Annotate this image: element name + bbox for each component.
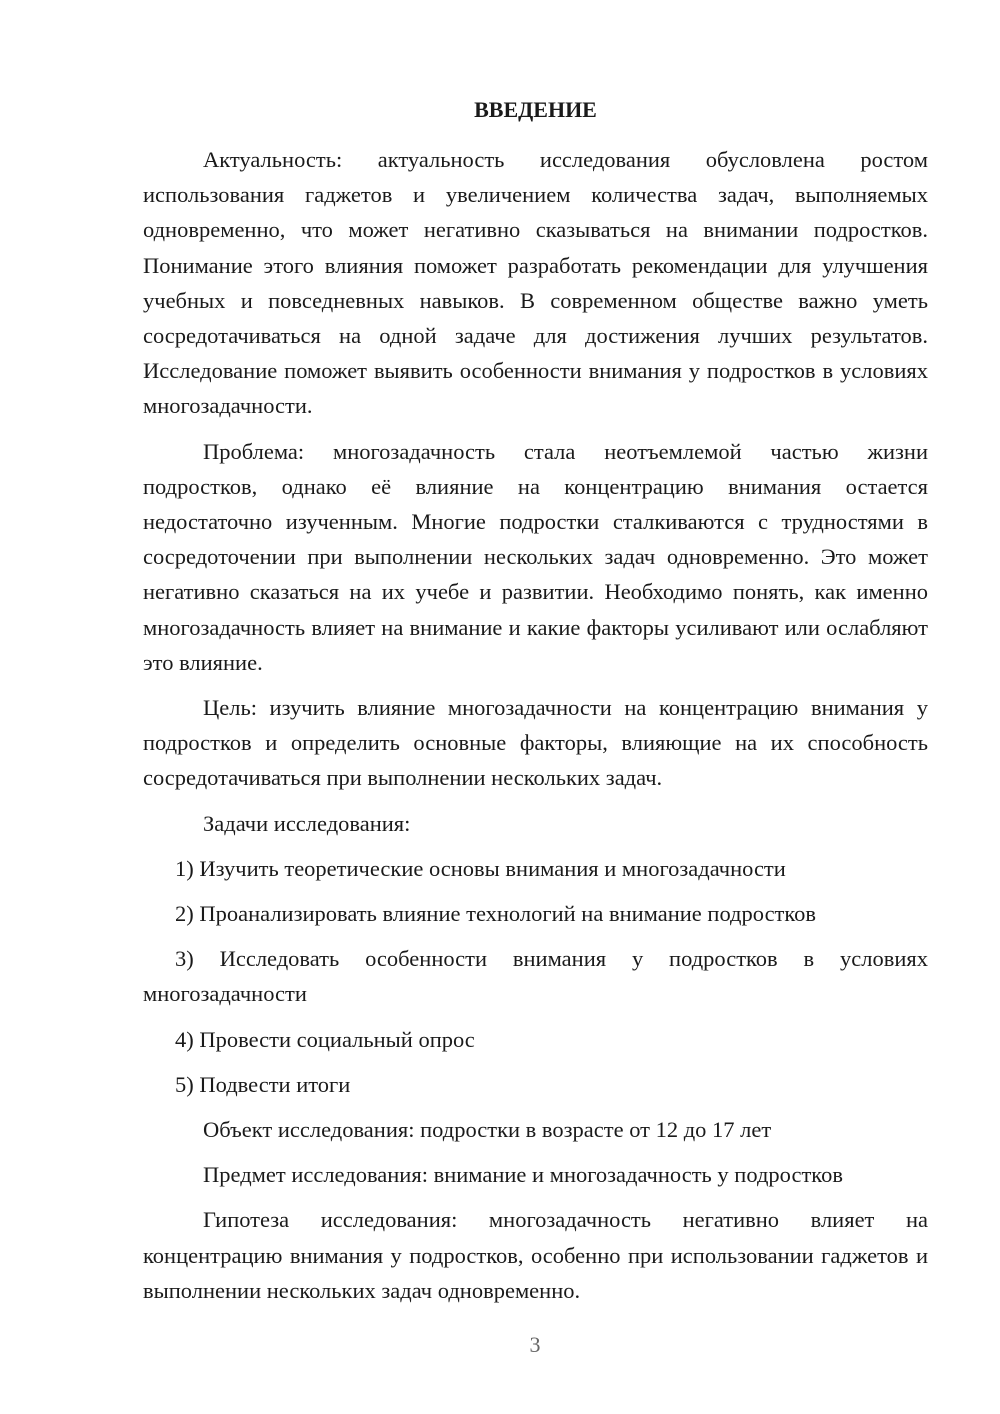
task-item: 4) Провести социальный опрос bbox=[175, 1026, 475, 1052]
goal-paragraph: Цель: изучить влияние многозадачности на концентрацию внимания у подростков и определить основные факторы, влияющие на их способность сосредотачиваться при выполнении нескольких задач. bbox=[143, 695, 928, 791]
relevance-paragraph: Актуальность: актуальность исследования обусловлена ростом использования гаджетов и увеличением количества задач, выполняемых одновременно, что может негативно сказываться на внимании подростков. Понимание этого влияния поможет разработать рекомендации для улучшения учебных и повседневных навыков. В современном обществе важно уметь сосредотачиваться на одной задаче для достижения лучших результатов. Исследование поможет выявить особенности внимания у подростков в условиях многозадачности. bbox=[143, 147, 928, 419]
page-number: 3 bbox=[529, 1332, 541, 1357]
document-page bbox=[143, 92, 928, 1318]
section-heading: ВВЕДЕНИЕ bbox=[474, 97, 597, 122]
problem-paragraph: Проблема: многозадачность стала неотъемлемой частью жизни подростков, однако её влияние на концентрацию внимания остается недостаточно изученным. Многие подростки сталкиваются с трудностями в сосредоточении при выполнении нескольких задач одновременно. Это может негативно сказаться на их учебе и развитии. Необходимо понять, как именно многозадачность влияет на внимание и какие факторы усиливают или ослабляют это влияние. bbox=[143, 438, 928, 675]
task-item: 1) Изучить теоретические основы внимания и многозадачности bbox=[175, 855, 786, 881]
task-item: 5) Подвести итоги bbox=[175, 1071, 351, 1097]
subject-paragraph: Предмет исследования: внимание и многозадачность у подростков bbox=[203, 1162, 843, 1188]
tasks-title: Задачи исследования: bbox=[203, 810, 411, 836]
task-item: 3) Исследовать особенности внимания у подростков в условиях многозадачности bbox=[143, 946, 928, 1007]
object-paragraph: Объект исследования: подростки в возрасте от 12 до 17 лет bbox=[203, 1117, 772, 1143]
task-item: 2) Проанализировать влияние технологий на внимание подростков bbox=[175, 901, 817, 927]
hypothesis-paragraph: Гипотеза исследования: многозадачность негативно влияет на концентрацию внимания у подростков, особенно при использовании гаджетов и выполнении нескольких задач одновременно. bbox=[143, 1207, 928, 1303]
